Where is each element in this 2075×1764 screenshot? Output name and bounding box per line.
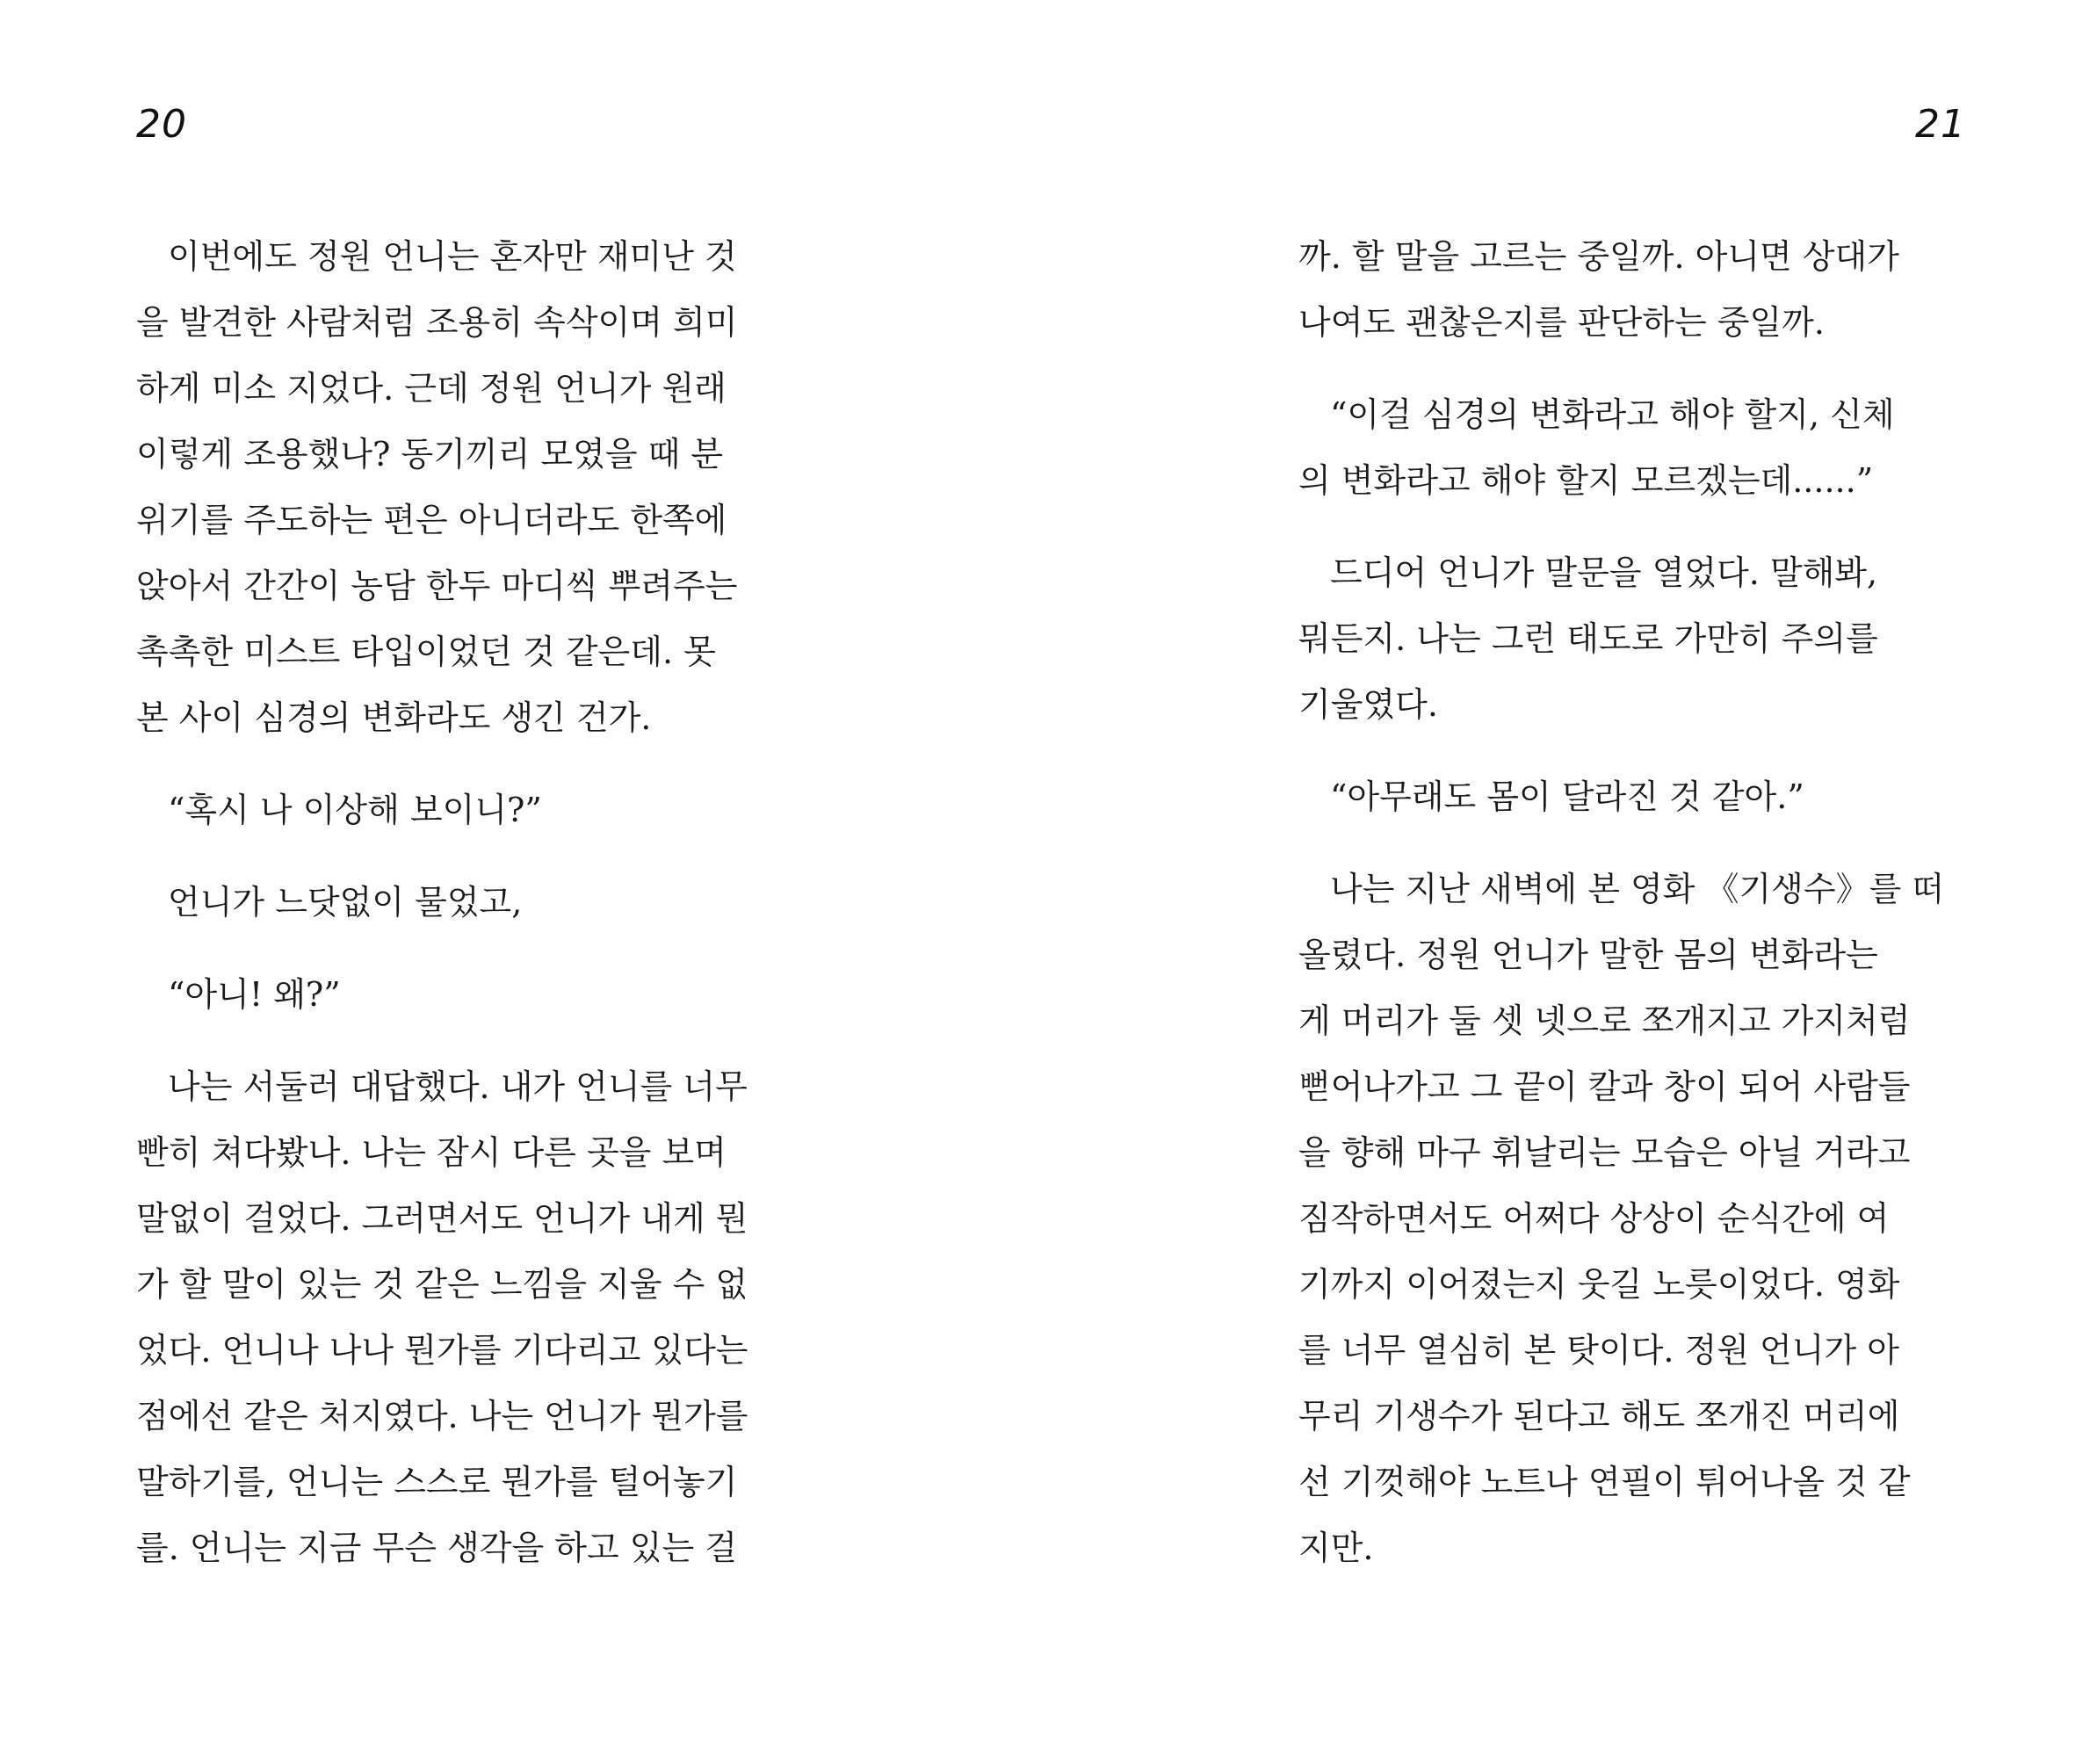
paragraph [1298, 224, 1948, 356]
text-line: 를. 언니는 지금 무슨 생각을 하고 있는 걸 [136, 1529, 737, 1567]
body-text [136, 224, 786, 1608]
page-number: 20 [136, 102, 187, 147]
text-line: 을 발견한 사람처럼 조용히 속삭이며 희미 [136, 303, 738, 342]
text-line: 선 기껏해야 노트나 연필이 튀어나올 것 같 [1298, 1463, 1911, 1501]
text-line: “혹시 나 이상해 보이니?” [168, 791, 542, 829]
text-line: 가 할 말이 있는 것 같은 느낌을 지울 수 없 [136, 1265, 748, 1304]
text-line: 이번에도 정원 언니는 혼자만 재미난 것 [168, 237, 737, 276]
text-line: 드디어 언니가 말문을 열었다. 말해봐, [1330, 553, 1878, 592]
text-line: 짐작하면서도 어쩌다 상상이 순식간에 여 [1298, 1199, 1890, 1238]
text-line: 기까지 이어졌는지 웃길 노릇이었다. 영화 [1298, 1265, 1900, 1304]
left-page [136, 0, 804, 1764]
right-page [1298, 0, 1966, 1764]
text-line: 말없이 걸었다. 그러면서도 언니가 내게 뭔 [136, 1199, 748, 1238]
paragraph [136, 777, 786, 843]
paragraph [1298, 382, 1948, 514]
text-line: 나는 지난 새벽에 본 영화 《기생수》를 떠 [1330, 870, 1945, 908]
text-line: “이걸 심경의 변화라고 해야 할지, 신체 [1330, 395, 1895, 434]
text-line: 기울였다. [1298, 685, 1438, 724]
text-line: 언니가 느닷없이 물었고, [168, 883, 523, 922]
text-line: 지만. [1298, 1529, 1374, 1567]
text-line: 말하기를, 언니는 스스로 뭔가를 털어놓기 [136, 1463, 738, 1501]
text-line: “아니! 왜?” [168, 975, 341, 1014]
paragraph [1298, 540, 1948, 738]
paragraph [136, 870, 786, 936]
body-text [1298, 224, 1948, 1608]
text-line: 을 향해 마구 휘날리는 모습은 아닐 거라고 [1298, 1133, 1911, 1172]
text-line: 나는 서둘러 대답했다. 내가 언니를 너무 [168, 1067, 748, 1106]
text-line: 본 사이 심경의 변화라도 생긴 건가. [136, 698, 652, 737]
text-line: 뭐든지. 나는 그런 태도로 가만히 주의를 [1298, 619, 1878, 658]
page-number: 21 [1915, 102, 1966, 147]
text-line: 이렇게 조용했나? 동기끼리 모였을 때 분 [136, 435, 724, 474]
text-line: 위기를 주도하는 편은 아니더라도 한쪽에 [136, 501, 727, 539]
text-line: 나여도 괜찮은지를 판단하는 중일까. [1298, 303, 1825, 342]
text-line: 앉아서 간간이 농담 한두 마디씩 뿌려주는 [136, 567, 738, 605]
text-line: 뻗어나가고 그 끝이 칼과 창이 되어 사람들 [1298, 1067, 1911, 1106]
text-line: 촉촉한 미스트 타입이었던 것 같은데. 못 [136, 633, 716, 671]
text-line: 게 머리가 둘 셋 넷으로 쪼개지고 가지처럼 [1298, 1001, 1911, 1040]
text-line: 점에선 같은 처지였다. 나는 언니가 뭔가를 [136, 1397, 748, 1435]
text-line: 올렸다. 정원 언니가 말한 몸의 변화라는 [1298, 936, 1878, 974]
text-line: “아무래도 몸이 달라진 것 같아.” [1330, 777, 1804, 816]
text-line: 무리 기생수가 된다고 해도 쪼개진 머리에 [1298, 1397, 1900, 1435]
text-line: 하게 미소 지었다. 근데 정원 언니가 원래 [136, 369, 727, 408]
paragraph [1298, 857, 1948, 1581]
text-line: 를 너무 열심히 본 탓이다. 정원 언니가 아 [1298, 1331, 1899, 1370]
text-line: 까. 할 말을 고르는 중일까. 아니면 상대가 [1298, 237, 1899, 276]
paragraph [136, 224, 786, 751]
text-line: 의 변화라고 해야 할지 모르겠는데......” [1298, 461, 1874, 500]
paragraph [136, 1054, 786, 1581]
text-line: 었다. 언니나 나나 뭔가를 기다리고 있다는 [136, 1331, 748, 1370]
paragraph [136, 962, 786, 1028]
text-line: 빤히 쳐다봤나. 나는 잠시 다른 곳을 보며 [136, 1133, 727, 1172]
paragraph [1298, 764, 1948, 830]
